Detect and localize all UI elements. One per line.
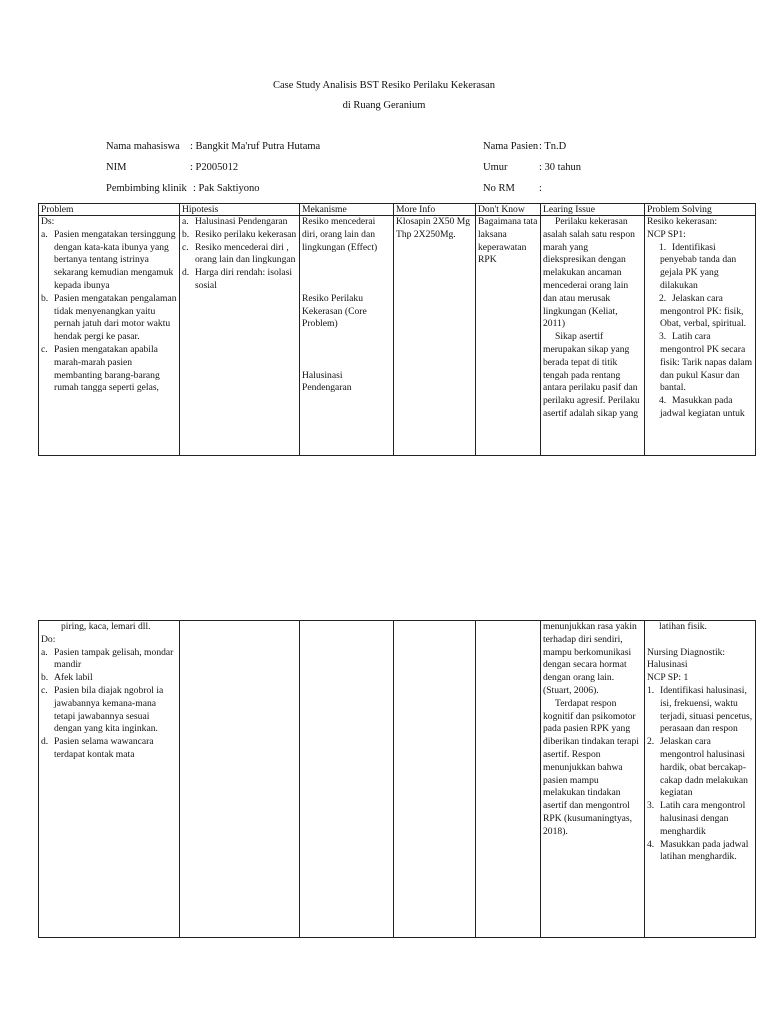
problem-cell — [39, 621, 180, 938]
patient-age-value: : 30 tahun — [539, 162, 581, 173]
dont-know-cell — [476, 621, 541, 938]
mechanism-cell — [300, 216, 394, 456]
list-item: 4. Masukkan pada jadwal latihan menghardik. — [647, 838, 749, 863]
document-title: Case Study Analisis BST Resiko Perilaku Kekerasan — [272, 80, 496, 91]
mechanism-effect: Resiko mencederai diri, orang lain dan lingkungan (Effect) — [302, 216, 378, 253]
col-header-mechanism: Mekanisme — [300, 204, 394, 216]
supervisor-label: Pembimbing klinik — [106, 183, 187, 194]
patient-rm-value: : — [539, 183, 542, 194]
medication-1: Klosapin 2X50 Mg — [396, 216, 471, 227]
list-item: a. Pasien tampak gelisah, mondar mandir — [41, 646, 174, 671]
ds-label: Ds: — [41, 216, 55, 227]
mechanism-core-problem: Resiko Perilaku Kekerasan (Core Problem) — [302, 292, 367, 330]
dont-know-cell: Bagaimana tata laksana keperawatan RPK — [476, 216, 541, 456]
list-item: c. Pasien bila diajak ngobrol ia jawabannya kemana-mana tetapi jawabannya sesuai dengan yang kita inginkan. — [41, 684, 164, 735]
analysis-table-page2 — [38, 620, 756, 938]
list-item: a. Pasien mengatakan tersinggung dengan kata-kata ibunya yang bertanya tentang istrinya sekarang kemudian mengamuk kepada ibunya — [41, 228, 176, 291]
patient-rm-label: No RM — [483, 183, 515, 194]
do-label: Do: — [41, 633, 56, 645]
mechanism-cell — [300, 621, 394, 938]
list-item: d. Pasien selama wawancara terdapat kontak mata — [41, 736, 154, 760]
patient-name-label: Nama Pasien — [483, 141, 539, 152]
nim-value: : P2005012 — [190, 162, 239, 173]
table-row — [39, 216, 756, 456]
more-info-cell — [394, 621, 476, 938]
col-header-dont-know: Don't Know — [476, 204, 541, 216]
table-header-row — [39, 204, 756, 216]
hypothesis-cell — [180, 216, 300, 456]
student-name-value: : Bangkit Ma'ruf Putra Hutama — [190, 141, 321, 152]
list-item: 3. Latih cara mengontrol halusinasi dengan menghardik — [647, 800, 746, 837]
solving-continuation: latihan fisik. — [659, 621, 707, 632]
list-item: 2. Jelaskan cara mengontrol halusinasi hardik, obat bercakap-cakap dadn melakukan kegiatan — [647, 736, 748, 799]
patient-name-value: : Tn.D — [539, 141, 567, 152]
list-item: d. Harga diri rendah: isolasi sosial — [182, 267, 293, 291]
list-item: b. Afek labil — [41, 672, 93, 684]
supervisor-value: : Pak Saktiyono — [193, 183, 260, 194]
learning-issue-cell: Perilaku kekerasan asalah salah satu respon marah yang diekspresikan dengan melakukan ancaman mencederai orang lain dan atau merusak lingkungan (Keliat, 2011) Sikap asertif merupakan sikap yang berada tepat di titik tengah pada rentang antara perilaku pasif dan perilaku agresif. Perilaku asertif adalah sikap yang — [541, 216, 645, 456]
col-header-hypothesis: Hipotesis — [180, 204, 300, 216]
list-item: 4. Masukkan pada jadwal kegiatan untuk — [659, 395, 745, 419]
mechanism-cause: Halusinasi Pendengaran — [302, 369, 352, 394]
list-item: 1. Identifikasi penyebab tanda dan gejala PK yang dilakukan — [659, 241, 737, 291]
list-item: b. Pasien mengatakan pengalaman tidak menyenangkan yaitu pernah jatuh dari motor waktu hendak pergi ke pasar. — [41, 292, 177, 343]
document-subtitle: di Ruang Geranium — [342, 100, 426, 111]
col-header-problem: Problem — [39, 204, 180, 216]
student-name-label: Nama mahasiswa — [106, 141, 180, 152]
problem-solving-cell: latihan fisik. Nursing Diagnostik: Halusinasi NCP SP: 1 1. Identifikasi halusinasi, isi, frekuensi, waktu terjadi, situasi pencetus, perasaan dan respon 2. Jelaskan cara mengontrol halusinasi hardik, obat bercakap-cakap dadn melakukan kegiatan 3. Latih cara mengontrol halusinasi dengan menghardik 4. Masukkan pada jadwal latihan menghardik. — [645, 621, 756, 938]
analysis-table-page1 — [38, 203, 756, 456]
list-item: 3. Latih cara mengontrol PK secara fisik: Tarik napas dalam dan pukul Kasur dan bantal. — [659, 331, 753, 394]
patient-age-label: Umur — [483, 162, 508, 173]
more-info-cell — [394, 216, 476, 456]
problem-cell — [39, 216, 180, 456]
list-item: 1. Identifikasi halusinasi, isi, frekuensi, waktu terjadi, situasi pencetus, perasaan dan respon — [647, 684, 753, 735]
col-header-problem-solving: Problem Solving — [645, 204, 756, 216]
problem-continuation: piring, kaca, lemari dll. — [61, 621, 151, 632]
problem-solving-cell: Resiko kekerasan: NCP SP1: 1. Identifikasi penyebab tanda dan gejala PK yang dilakukan 2. Jelaskan cara mengontrol PK: fisik, Obat, verbal, spiritual. 3. Latih cara mengontrol PK secara fisik: Tarik napas dalam dan pukul Kasur dan bantal. 4. Masukkan pada jadwal kegiatan untuk — [645, 216, 756, 456]
table-row — [39, 621, 756, 938]
hypothesis-cell — [180, 621, 300, 938]
list-item: a. Halusinasi Pendengaran — [182, 216, 288, 227]
nim-label: NIM — [106, 162, 127, 173]
list-item: b. Resiko perilaku kekerasan — [182, 228, 297, 240]
list-item: 2. Jelaskan cara mengontrol PK: fisik, Obat, verbal, spiritual. — [659, 292, 747, 330]
learning-issue-cell: menunjukkan rasa yakin terhadap diri sendiri, mampu berkomunikasi dengan secara hormat dengan orang lain. (Stuart, 2006). Terdapat respon kognitif dan psikomotor pada pasien RPK yang diberikan tindakan terapi asertif. Respon menunjukkan bahwa pasien mampu melakukan tindakan asertif dan mengontrol RPK (kusumaningtyas, 2018). — [541, 621, 645, 938]
medication-2: Thp 2X250Mg. — [396, 228, 456, 240]
col-header-more-info: More Info — [394, 204, 476, 216]
list-item: c. Resiko mencederai diri , orang lain dan lingkungan — [182, 241, 296, 266]
list-item: c. Pasien mengatakan apabila marah-marah pasien membanting barang-barang rumah tangga seperti gelas, — [41, 343, 160, 394]
col-header-learning-issue: Learing Issue — [541, 204, 645, 216]
